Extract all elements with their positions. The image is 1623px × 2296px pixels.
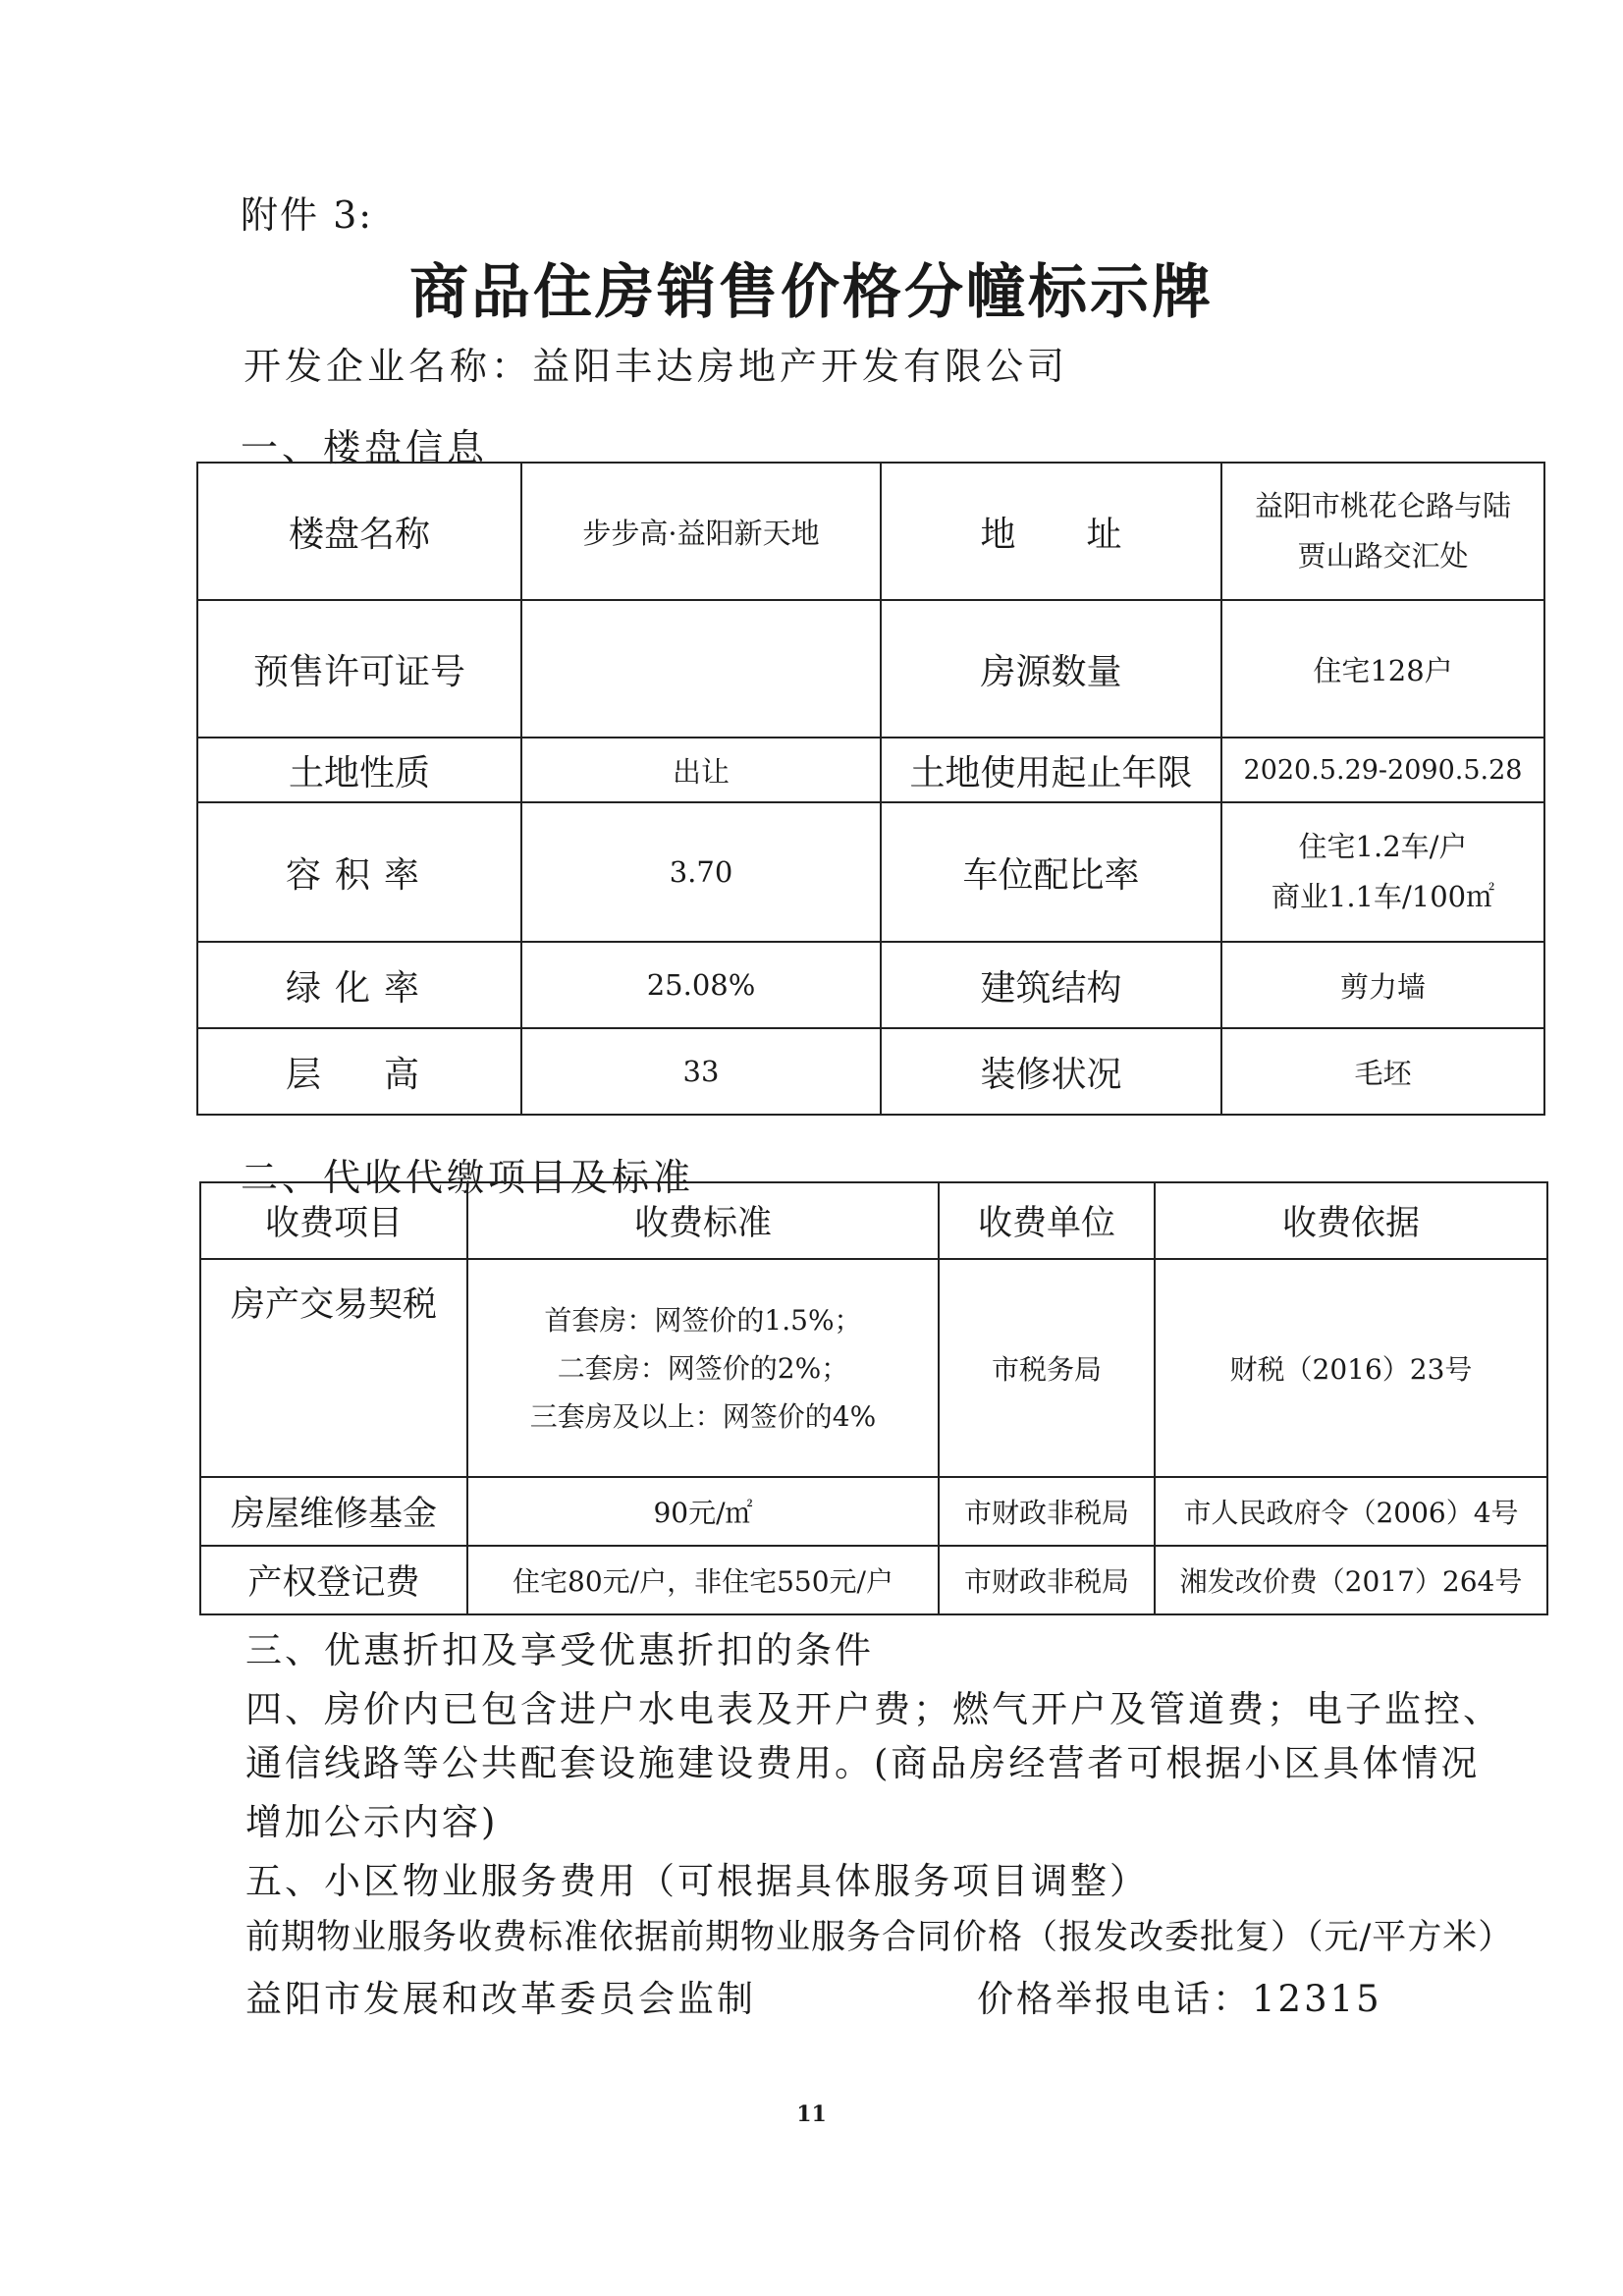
label-cell: 装修状况	[881, 1028, 1221, 1115]
label-cell: 房源数量	[881, 600, 1221, 738]
supervisor-text: 益阳市发展和改革委员会监制	[245, 1978, 756, 2020]
value-cell	[521, 600, 881, 738]
label-cell: 土地使用起止年限	[881, 738, 1221, 802]
value-cell: 25.08%	[521, 942, 881, 1028]
table-row	[197, 463, 1544, 600]
fee-basis-cell: 市人民政府令（2006）4号	[1155, 1477, 1547, 1546]
column-header: 收费依据	[1155, 1182, 1547, 1259]
fee-unit-cell: 市财政非税局	[939, 1546, 1155, 1614]
table-row	[200, 1477, 1547, 1546]
fee-basis-cell: 财税（2016）23号	[1155, 1259, 1547, 1477]
label-cell: 建筑结构	[881, 942, 1221, 1028]
value-cell	[1221, 802, 1544, 942]
table-header-row	[200, 1182, 1547, 1259]
property-service-fee-heading: 五、小区物业服务费用（可根据具体服务项目调整）	[245, 1860, 1149, 1902]
section-heading-fees: 二、代收代缴项目及标准	[241, 1156, 695, 1199]
label-cell: 预售许可证号	[197, 600, 521, 738]
table-row	[197, 942, 1544, 1028]
address-line-1: 益阳市桃花仑路与陆	[1254, 489, 1511, 523]
property-info-table	[196, 462, 1545, 1116]
fee-standard-cell: 住宅80元/户，非住宅550元/户	[467, 1546, 939, 1614]
property-service-fee-note: 前期物业服务收费标准依据前期物业服务合同价格（报发改委批复）（元/平方米）	[245, 1918, 1514, 1957]
table-row	[197, 802, 1544, 942]
page-number: 11	[796, 2102, 827, 2127]
standard-line: 首套房：网签价的1.5%；	[544, 1303, 862, 1337]
included-fees-line-3: 增加公示内容)	[245, 1801, 499, 1843]
table-row	[200, 1259, 1547, 1477]
value-cell: 2020.5.29-2090.5.28	[1221, 738, 1544, 802]
value-cell	[1221, 463, 1544, 600]
page-title: 商品住房销售价格分幢标示牌	[409, 258, 1214, 327]
standard-line: 三套房及以上：网签价的4%	[529, 1399, 877, 1433]
fee-item-cell: 产权登记费	[200, 1546, 467, 1614]
standard-line: 二套房：网签价的2%；	[557, 1351, 849, 1385]
attachment-label: 附件 3:	[241, 193, 374, 237]
value-cell: 33	[521, 1028, 881, 1115]
fee-standard-cell: 90元/㎡	[467, 1477, 939, 1546]
label-cell: 绿化率	[197, 942, 521, 1028]
label-cell: 车位配比率	[881, 802, 1221, 942]
label-cell: 楼盘名称	[197, 463, 521, 600]
discount-conditions-heading: 三、优惠折扣及享受优惠折扣的条件	[245, 1629, 874, 1671]
table-row	[197, 600, 1544, 738]
value-cell: 住宅128户	[1221, 600, 1544, 738]
included-fees-line-1: 四、房价内已包含进户水电表及开户费；燃气开户及管道费；电子监控、	[245, 1688, 1502, 1730]
table-row	[200, 1546, 1547, 1614]
value-cell: 步步高·益阳新天地	[521, 463, 881, 600]
fee-standard-cell	[467, 1259, 939, 1477]
value-cell: 剪力墙	[1221, 942, 1544, 1028]
section-heading-property-info: 一、楼盘信息	[241, 426, 489, 469]
fee-item-cell: 房产交易契税	[200, 1259, 467, 1477]
fee-item-cell: 房屋维修基金	[200, 1477, 467, 1546]
fee-basis-cell: 湘发改价费（2017）264号	[1155, 1546, 1547, 1614]
column-header: 收费标准	[467, 1182, 939, 1259]
price-hotline: 价格举报电话：12315	[977, 1978, 1382, 2020]
column-header: 收费项目	[200, 1182, 467, 1259]
parking-ratio-commercial: 商业1.1车/100㎡	[1271, 880, 1495, 913]
table-row	[197, 738, 1544, 802]
label-cell: 土地性质	[197, 738, 521, 802]
value-cell: 出让	[521, 738, 881, 802]
label-cell: 地 址	[881, 463, 1221, 600]
label-cell: 层 高	[197, 1028, 521, 1115]
developer-name: 开发企业名称：益阳丰达房地产开发有限公司	[243, 345, 1069, 388]
fee-unit-cell: 市财政非税局	[939, 1477, 1155, 1546]
value-cell: 3.70	[521, 802, 881, 942]
table-row	[197, 1028, 1544, 1115]
column-header: 收费单位	[939, 1182, 1155, 1259]
fees-table	[199, 1181, 1548, 1615]
address-line-2: 贾山路交汇处	[1297, 539, 1469, 573]
value-cell: 毛坯	[1221, 1028, 1544, 1115]
included-fees-line-2: 通信线路等公共配套设施建设费用。(商品房经营者可根据小区具体情况	[245, 1742, 1481, 1784]
parking-ratio-residential: 住宅1.2车/户	[1298, 830, 1468, 864]
label-cell: 容积率	[197, 802, 521, 942]
fee-unit-cell: 市税务局	[939, 1259, 1155, 1477]
